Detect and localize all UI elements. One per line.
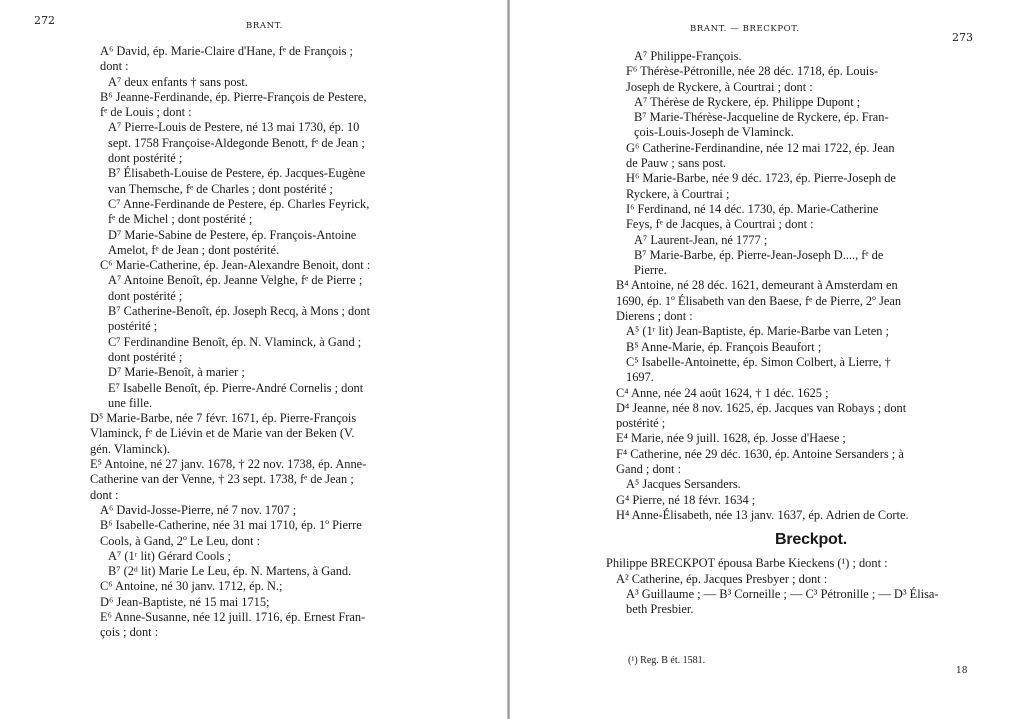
text-line: C⁷ Ferdinandine Benoît, ép. N. Vlaminck, à Gand ; bbox=[108, 334, 362, 349]
text-line: B⁶ Isabelle-Catherine, née 31 mai 1710, ép. 1º Pierre bbox=[100, 518, 362, 533]
footnote: (¹) Reg. B ét. 1581. bbox=[628, 655, 706, 666]
text-line: H⁴ Anne-Élisabeth, née 13 janv. 1637, ép. Adrien de Corte. bbox=[616, 507, 909, 522]
text-line: G⁴ Pierre, né 18 févr. 1634 ; bbox=[616, 492, 756, 507]
genealogy-entries bbox=[606, 49, 1016, 523]
text-line: A⁷ Philippe-François. bbox=[634, 49, 742, 63]
text-line: A⁶ David, ép. Marie-Claire d'Hane, fᵉ de François ; bbox=[100, 44, 353, 58]
text-line: D⁴ Jeanne, née 8 nov. 1625, ép. Jacques van Robays ; dont bbox=[616, 400, 907, 415]
text-line: une fille. bbox=[108, 395, 153, 410]
right-page bbox=[512, 0, 1024, 719]
text-line: B⁷ Élisabeth-Louise de Pestere, ép. Jacques-Eugène bbox=[108, 166, 366, 181]
text-line: çois-Louis-Joseph de Vlaminck. bbox=[634, 125, 794, 140]
text-line: çois ; dont : bbox=[100, 625, 159, 640]
page-number: 272 bbox=[34, 14, 55, 27]
text-line: Amelot, fᵉ de Jean ; dont postérité. bbox=[108, 242, 280, 257]
text-line: A⁷ deux enfants † sans post. bbox=[108, 74, 248, 89]
text-line: dont : bbox=[90, 487, 119, 502]
text-line: E⁶ Anne-Susanne, née 12 juill. 1716, ép. Ernest Fran- bbox=[100, 609, 366, 624]
text-line: D⁷ Marie-Sabine de Pestere, ép. François-Antoine bbox=[108, 227, 357, 242]
left-page bbox=[0, 0, 508, 719]
page-gutter bbox=[507, 0, 510, 719]
text-line: sept. 1758 Françoise-Aldegonde Benott, fᵉ de Jean ; bbox=[108, 135, 365, 150]
running-head: BRANT. — BRECKPOT. bbox=[690, 24, 800, 34]
text-line: van Themsche, fᵉ de Charles ; dont postérité ; bbox=[108, 181, 333, 196]
text-line: D⁵ Marie-Barbe, née 7 févr. 1671, ép. Pierre-François bbox=[90, 411, 357, 426]
text-line: dont postérité ; bbox=[108, 349, 183, 364]
text-line: Cools, à Gand, 2º Le Leu, dont : bbox=[100, 533, 261, 548]
text-line: B⁷ Catherine-Benoît, ép. Joseph Recq, à Mons ; dont bbox=[108, 304, 371, 319]
text-line: C⁵ Isabelle-Antoinette, ép. Simon Colbert, à Lierre, † bbox=[626, 354, 891, 369]
text-line: A⁵ Jacques Sersanders. bbox=[626, 477, 741, 492]
text-line: A⁷ Thérèse de Ryckere, ép. Philippe Dupont ; bbox=[634, 94, 861, 109]
text-line: A⁵ (1ʳ lit) Jean-Baptiste, ép. Marie-Barbe van Leten ; bbox=[626, 324, 889, 339]
left-text-body bbox=[80, 44, 500, 641]
text-line: F⁴ Catherine, née 29 déc. 1630, ép. Antoine Sersanders ; à bbox=[616, 446, 904, 461]
text-line: F⁶ Thérèse-Pétronille, née 28 déc. 1718, ép. Louis- bbox=[626, 64, 879, 79]
text-line: fᵉ de Michel ; dont postérité ; bbox=[108, 212, 253, 227]
right-text-body bbox=[606, 49, 1016, 617]
text-line: B⁵ Anne-Marie, ép. François Beaufort ; bbox=[626, 339, 822, 354]
text-line: C⁶ Antoine, né 30 janv. 1712, ép. N.; bbox=[100, 579, 283, 594]
running-head: BRANT. bbox=[246, 21, 283, 31]
text-line: 1690, ép. 1º Élisabeth van den Baese, fᵉ de Pierre, 2º Jean bbox=[616, 293, 902, 308]
section-entries bbox=[606, 556, 1016, 617]
text-line: Joseph de Ryckere, à Courtrai ; dont : bbox=[626, 79, 813, 94]
text-line: Vlaminck, fᵉ de Liévin et de Marie van der Beken (V. bbox=[90, 426, 355, 441]
text-line: A² Catherine, ép. Jacques Presbyer ; dont : bbox=[616, 571, 828, 586]
text-line: E⁵ Antoine, né 27 janv. 1678, † 22 nov. 1738, ép. Anne- bbox=[90, 457, 367, 472]
signature-mark: 18 bbox=[956, 666, 968, 676]
text-line: A⁷ (1ʳ lit) Gérard Cools ; bbox=[108, 548, 231, 563]
text-line: B⁷ Marie-Thérèse-Jacqueline de Ryckere, ép. Fran- bbox=[634, 110, 889, 125]
text-line: B⁴ Antoine, né 28 déc. 1621, demeurant à Amsterdam en bbox=[616, 278, 898, 293]
text-line: D⁶ Jean-Baptiste, né 15 mai 1715; bbox=[100, 594, 270, 609]
text-line: Gand ; dont : bbox=[616, 462, 682, 477]
text-line: H⁶ Marie-Barbe, née 9 déc. 1723, ép. Pierre-Joseph de bbox=[626, 171, 896, 186]
text-line: A⁷ Pierre-Louis de Pestere, né 13 mai 1730, ép. 10 bbox=[108, 120, 360, 135]
text-line: D⁷ Marie-Benoît, à marier ; bbox=[108, 365, 245, 380]
text-line: E⁷ Isabelle Benoît, ép. Pierre-André Cornelis ; dont bbox=[108, 380, 364, 395]
text-line: Catherine van der Venne, † 23 sept. 1738, fᵉ de Jean ; bbox=[90, 472, 354, 487]
text-line: I⁶ Ferdinand, né 14 déc. 1730, ép. Marie-Catherine bbox=[626, 201, 879, 216]
text-line: E⁴ Marie, née 9 juill. 1628, ép. Josse d'Haese ; bbox=[616, 431, 846, 446]
text-line: G⁶ Catherine-Ferdinandine, née 12 mai 1722, ép. Jean bbox=[626, 140, 895, 155]
text-line: postérité ; bbox=[108, 319, 158, 334]
text-line: Philippe BRECKPOT épousa Barbe Kieckens (¹) ; dont : bbox=[606, 556, 888, 571]
text-line: fᵉ de Louis ; dont : bbox=[100, 105, 192, 120]
text-line: B⁶ Jeanne-Ferdinande, ép. Pierre-François de Pestere, bbox=[100, 89, 367, 104]
text-line: dont postérité ; bbox=[108, 151, 183, 166]
text-line: gén. Vlaminck). bbox=[90, 441, 170, 456]
text-line: A⁷ Antoine Benoît, ép. Jeanne Velghe, fᵉ de Pierre ; bbox=[108, 273, 363, 288]
text-line: A⁶ David-Josse-Pierre, né 7 nov. 1707 ; bbox=[100, 502, 297, 517]
text-line: postérité ; bbox=[616, 416, 666, 431]
text-line: Ryckere, à Courtrai ; bbox=[626, 186, 730, 201]
page-number: 273 bbox=[952, 31, 973, 44]
text-line: dont postérité ; bbox=[108, 288, 183, 303]
text-line: beth Presbier. bbox=[626, 602, 694, 617]
text-line: A³ Guillaume ; — B³ Corneille ; — C³ Pétronille ; — D³ Élisa- bbox=[626, 586, 939, 601]
text-line: A⁷ Laurent-Jean, né 1777 ; bbox=[634, 232, 768, 247]
text-line: C⁷ Anne-Ferdinande de Pestere, ép. Charles Feyrick, bbox=[108, 196, 370, 211]
text-line: 1697. bbox=[626, 370, 654, 385]
text-line: C⁴ Anne, née 24 août 1624, † 1 déc. 1625 ; bbox=[616, 385, 829, 400]
text-line: de Pauw ; sans post. bbox=[626, 156, 727, 171]
text-line: B⁷ (2ᵈ lit) Marie Le Leu, ép. N. Martens, à Gand. bbox=[108, 564, 352, 579]
text-line: dont : bbox=[100, 59, 129, 74]
text-line: Pierre. bbox=[634, 263, 667, 278]
text-line: B⁷ Marie-Barbe, ép. Pierre-Jean-Joseph D...., fᵉ de bbox=[634, 247, 884, 262]
section-title: Breckpot. bbox=[775, 531, 847, 549]
text-line: Dierens ; dont : bbox=[616, 309, 693, 324]
text-line: C⁶ Marie-Catherine, ép. Jean-Alexandre Benoit, dont : bbox=[100, 258, 371, 273]
text-line: Feys, fᵉ de Jacques, à Courtrai ; dont : bbox=[626, 217, 814, 232]
